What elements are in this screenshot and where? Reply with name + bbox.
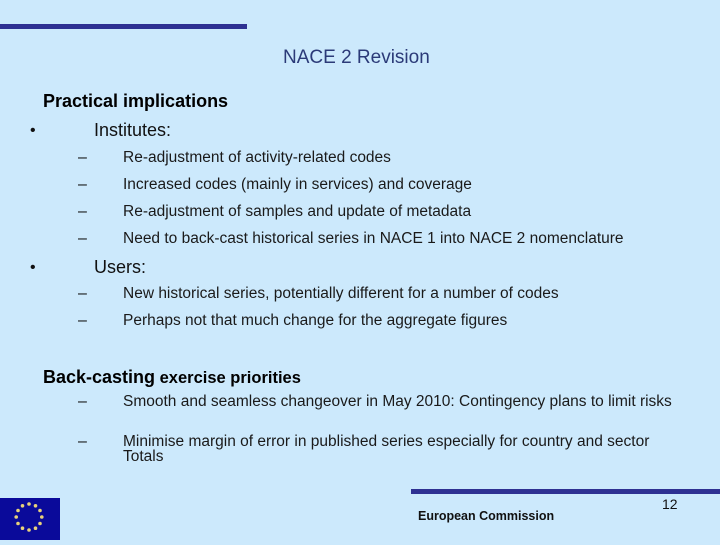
top-accent-bar [0,24,247,29]
dash-icon: – [78,203,87,220]
heading-bold-part: Back-casting [43,367,156,387]
dash-icon: – [78,312,87,329]
page-number: 12 [662,496,678,512]
section-heading-back-casting [43,367,301,388]
eu-stars-icon [0,498,60,540]
eu-flag-logo [0,498,60,540]
dash-icon: – [78,433,87,450]
list-item: Re-adjustment of activity-related codes [123,149,391,166]
footer-organization: European Commission [418,509,555,523]
slide-title-text: NACE 2 Revision [283,47,430,68]
bullet-icon: • [30,122,36,139]
section-heading-practical-implications: Practical implications [43,91,229,111]
list-item: Need to back-cast historical series in NACE 1 into NACE 2 nomenclature [123,230,624,247]
list-item: Re-adjustment of samples and update of metadata [123,203,472,220]
bullet-icon: • [30,259,36,276]
group-label-users: Users: [94,257,147,277]
dash-icon: – [78,285,87,302]
dash-icon: – [78,393,87,410]
dash-icon: – [78,149,87,166]
list-item: New historical series, potentially different for a number of codes [123,285,559,302]
list-item: Minimise margin of error in published series especially for country and sector Totals [123,433,650,465]
group-label-institutes: Institutes: [94,120,172,140]
heading-rest-part: exercise priorities [155,369,301,387]
list-item: Increased codes (mainly in services) and coverage [123,176,472,193]
list-item: Perhaps not that much change for the aggregate figures [123,312,508,329]
list-item: Smooth and seamless changeover in May 2010: Contingency plans to limit risks [123,393,672,410]
dash-icon: – [78,230,87,247]
dash-icon: – [78,176,87,193]
bottom-accent-bar [411,489,720,494]
